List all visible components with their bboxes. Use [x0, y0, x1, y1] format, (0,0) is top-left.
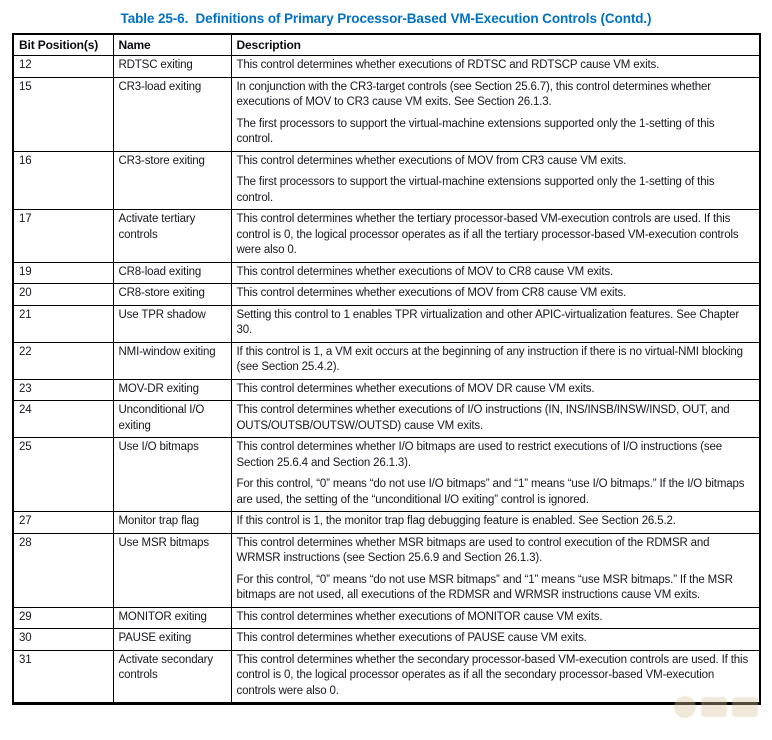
table-row — [13, 533, 760, 607]
header-row — [13, 34, 760, 56]
description-cell — [231, 533, 760, 607]
description-paragraph: If this control is 1, a VM exit occurs at the beginning of any instruction if there is no virtual-NMI blocking (see Section 25.4.2). — [236, 345, 743, 373]
table-row — [13, 77, 760, 151]
table-row — [13, 379, 760, 401]
bit-position-cell: 22 — [13, 342, 113, 379]
bit-position-cell: 28 — [13, 533, 113, 607]
table-row — [13, 342, 760, 379]
table-row — [13, 401, 760, 438]
table-row — [13, 151, 760, 210]
description-paragraph: This control determines whether executions of PAUSE cause VM exits. — [236, 632, 587, 644]
table-row — [13, 607, 760, 629]
table-row — [13, 512, 760, 534]
table-row — [13, 210, 760, 263]
description-paragraph: This control determines whether executions of I/O instructions (IN, INS/INSB/INSW/INSD, OUT, and OUTS/OUTSB/OUTSW/OUTSD) cause VM exits. — [236, 404, 730, 432]
description-cell — [231, 629, 760, 651]
control-name-cell: MONITOR exiting — [113, 607, 231, 629]
bit-position-cell: 29 — [13, 607, 113, 629]
bit-position-cell: 24 — [13, 401, 113, 438]
description-cell — [231, 284, 760, 306]
description-paragraph: This control determines whether the secondary processor-based VM-execution controls are used. If this control is 0, the logical processor operates as if all the secondary processor-based VM-execution controls were also 0. — [236, 653, 749, 697]
description-paragraph: The first processors to support the virtual-machine extensions supported only the 1-setting of this control. — [236, 117, 715, 145]
control-name-cell: Monitor trap flag — [113, 512, 231, 534]
description-paragraph: This control determines whether executions of MONITOR cause VM exits. — [236, 610, 603, 623]
control-name-cell: Activate tertiary controls — [113, 210, 231, 263]
bit-position-cell: 17 — [13, 210, 113, 263]
description-cell — [231, 77, 760, 151]
bit-position-cell: 27 — [13, 512, 113, 534]
description-cell — [231, 379, 760, 401]
table-row — [13, 650, 760, 704]
control-name-cell: CR8-store exiting — [113, 284, 231, 306]
bit-position-cell: 15 — [13, 77, 113, 151]
bit-position-cell: 25 — [13, 438, 113, 512]
bit-position-cell: 19 — [13, 262, 113, 284]
bit-position-cell: 12 — [13, 56, 113, 78]
description-paragraph: In conjunction with the CR3-target controls (see Section 25.6.7), this control determines whether executions of MOV to CR3 cause VM exits. See Section 26.1.3. — [236, 80, 711, 108]
control-name-cell: CR3-store exiting — [113, 151, 231, 210]
description-cell — [231, 342, 760, 379]
description-paragraph: This control determines whether executions of MOV to CR8 cause VM exits. — [236, 265, 614, 278]
description-cell — [231, 650, 760, 704]
bit-position-cell: 30 — [13, 629, 113, 651]
header-description: Description — [231, 34, 760, 56]
header-name: Name — [113, 34, 231, 56]
description-paragraph: If this control is 1, the monitor trap flag debugging feature is enabled. See Section 26.5.2. — [236, 515, 676, 527]
control-name-cell: RDTSC exiting — [113, 56, 231, 78]
description-cell — [231, 262, 760, 284]
description-cell — [231, 512, 760, 534]
control-name-cell: Use I/O bitmaps — [113, 438, 231, 512]
description-paragraph: The first processors to support the virtual-machine extensions supported only the 1-setting of this control. — [236, 176, 715, 204]
vm-execution-controls-table — [12, 33, 761, 705]
control-name-cell: CR3-load exiting — [113, 77, 231, 151]
description-cell — [231, 56, 760, 78]
control-name-cell: Use TPR shadow — [113, 305, 231, 342]
description-paragraph: This control determines whether executions of MOV DR cause VM exits. — [236, 382, 595, 395]
table-header — [13, 34, 760, 56]
description-paragraph: This control determines whether MSR bitmaps are used to control execution of the RDMSR and WRMSR instructions (see Section 25.6.9 and Section 26.1.3). — [236, 536, 710, 564]
description-paragraph: This control determines whether I/O bitmaps are used to restrict executions of I/O instructions (see Section 25.6.4 and Section 26.1.3). — [236, 441, 722, 469]
description-cell — [231, 210, 760, 263]
description-paragraph: Setting this control to 1 enables TPR virtualization and other APIC-virtualization features. See Chapter 30. — [236, 308, 740, 336]
description-paragraph: This control determines whether executions of MOV from CR3 cause VM exits. — [236, 154, 627, 167]
bit-position-cell: 20 — [13, 284, 113, 306]
header-bit-positions: Bit Position(s) — [13, 34, 113, 56]
bit-position-cell: 21 — [13, 305, 113, 342]
description-cell — [231, 607, 760, 629]
description-paragraph: This control determines whether executions of RDTSC and RDTSCP cause VM exits. — [236, 59, 660, 71]
description-cell — [231, 401, 760, 438]
table-row — [13, 305, 760, 342]
table-row — [13, 629, 760, 651]
control-name-cell: Unconditional I/O exiting — [113, 401, 231, 438]
description-cell — [231, 438, 760, 512]
control-name-cell: MOV-DR exiting — [113, 379, 231, 401]
description-cell — [231, 305, 760, 342]
control-name-cell: PAUSE exiting — [113, 629, 231, 651]
description-paragraph: For this control, “0” means “do not use MSR bitmaps” and “1” means “use MSR bitmaps.” If the MSR bitmaps are not used, all executions of the RDMSR and WRMSR instructions cause VM exits. — [236, 573, 733, 601]
description-paragraph: This control determines whether the tertiary processor-based VM-execution controls are used. If this control is 0, the logical processor operates as if all the tertiary processor-based VM-execution controls were also 0. — [236, 213, 739, 256]
bit-position-cell: 23 — [13, 379, 113, 401]
description-paragraph: For this control, “0” means “do not use I/O bitmaps” and “1” means “use I/O bitmaps.” If the I/O bitmaps are used, the setting of the “unconditional I/O exiting” control is ignored. — [236, 478, 745, 506]
bit-position-cell: 16 — [13, 151, 113, 210]
table-body — [13, 56, 760, 704]
table-row — [13, 262, 760, 284]
table-row — [13, 284, 760, 306]
bit-position-cell: 31 — [13, 650, 113, 704]
description-paragraph: This control determines whether executions of MOV from CR8 cause VM exits. — [236, 287, 627, 299]
table-title: Table 25-6. Definitions of Primary Processor-Based VM-Execution Controls (Contd.) — [120, 11, 652, 26]
control-name-cell: CR8-load exiting — [113, 262, 231, 284]
table-row — [13, 438, 760, 512]
table-row — [13, 56, 760, 78]
control-name-cell: Activate secondary controls — [113, 650, 231, 704]
control-name-cell: NMI-window exiting — [113, 342, 231, 379]
control-name-cell: Use MSR bitmaps — [113, 533, 231, 607]
description-cell — [231, 151, 760, 210]
